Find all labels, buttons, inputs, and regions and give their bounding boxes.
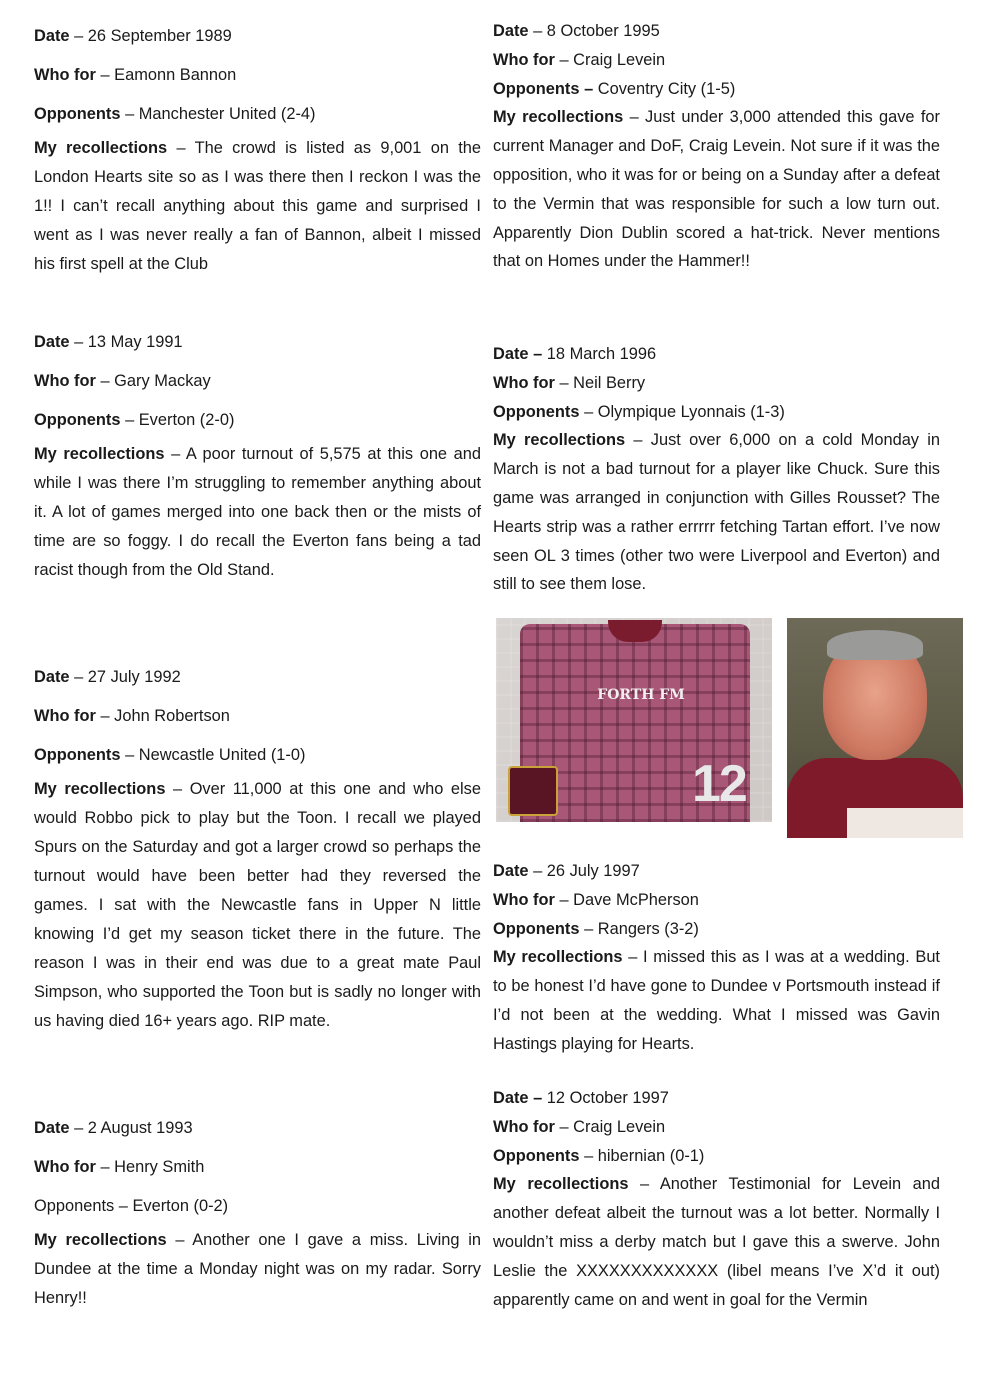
entry-who: Gary Mackay [114,372,211,390]
entry-1989: Date – 26 September 1989 Who for – Eamonn Bannon Opponents – Manchester United (2-4) My recollections – The crowd is listed as 9,001 on the London Hearts site so as I was there then I reckon I was the 1!! I can’t recall anything about this game and surprised I went as I was never really a fan of Bannon, albeit I missed his first spell at the Club [34,27,481,273]
entry-recollection: The crowd is listed as 9,001 on the London Hearts site so as I was there then I reckon I was the 1!! I can’t recall anything about this game and surprised I went as I was never really a fan of Bannon, albeit I missed his first spell at the Club [34,139,481,273]
entry-opponents: Olympique Lyonnais (1-3) [597,402,785,421]
entry-recollection: Another Testimonial for Levein and another defeat albeit the turnout was a lot better. Normally I wouldn’t miss a derby match but I gave this a swerve. John Leslie the XXXXXXXXXXXXX (libel means I’ve X’d it out) apparently came on and went in goal for the Vermin [493,1175,941,1309]
entry-date: 13 May 1991 [87,333,183,351]
entry-date: 26 July 1997 [546,862,640,880]
entry-1996: Date – 18 March 1996 Who for – Neil Berry Opponents – Olympique Lyonnais (1-3) My recollections – Just over 6,000 on a cold Monday in March is not a bad turnout for a player like Chuck. Sure this game was arranged in conjunction with Gilles Rousset? The Hearts strip was a rather errrrr fetching Tartan effort. I’ve now seen OL 3 times (other two were Liverpool and Everton) and still to see them lose. [493,345,941,594]
entry-1992: Date – 27 July 1992 Who for – John Robertson Opponents – Newcastle United (1-0) My recollections – Over 11,000 at this one and who else would Robbo pick to play but the Toon. I recall we played Spurs on the Saturday and got a larger crowd so perhaps the turnout would have been better had they reversed the games. I sat with the Newcastle fans in Upper N little knowing I’d get my season ticket there in the future. The reason I was in their end was due to a great mate Paul Simpson, who supported the Toon but is sadly no longer with us having died 16+ years ago. RIP mate. [34,668,481,1030]
shirt-number: 12 [692,755,746,813]
entry-opponents: Everton (0-2) [132,1197,229,1215]
entry-who: Dave McPherson [573,890,699,909]
entry-recollection: A poor turnout of 5,575 at this one and while I was there I’m struggling to remember anything about it. A lot of games merged into one back then or the mists of time are so foggy. I do recall the Everton fans being a tad racist though from the Old Stand. [34,445,481,579]
entry-recollection: I missed this as I was at a wedding. But to be honest I’d have gone to Dundee v Portsmouth instead if I’d not been at the wedding. What I missed was Gavin Hastings playing for Hearts. [493,948,940,1053]
entry-who: Eamonn Bannon [114,66,237,84]
entry-opponents: Everton (2-0) [138,411,235,429]
player-shirt-sponsor-band [847,808,963,838]
entry-opponents: Rangers (3-2) [597,919,699,938]
entry-opponents: hibernian (0-1) [597,1146,705,1165]
shirt-sponsor: FORTH FM [597,687,685,703]
entry-who: Henry Smith [114,1158,205,1176]
player-hair [827,630,923,660]
entry-1997-october: Date – 12 October 1997 Who for – Craig Levein Opponents – hibernian (0-1) My recollections – Another Testimonial for Levein and another defeat albeit the turnout was a lot better. Normally I wouldn’t miss a derby match but I gave this a swerve. John Leslie the XXXXXXXXXXXXX (libel means I’ve X’d it out) apparently came on and went in goal for the Vermin [493,1089,941,1309]
entry-recollection: Another one I gave a miss. Living in Dundee at the time a Monday night was on my radar. Sorry Henry!! [34,1231,481,1307]
entry-recollection: Just under 3,000 attended this gave for current Manager and DoF, Craig Levein. Not sure if it was the opposition, who it was for or being on a Sunday after a defeat to the Vermin that was responsible for such a low turn out. Apparently Dion Dublin scored a hat-trick. Never mentions that on Homes under the Hammer!! [493,108,940,271]
entry-date: 18 March 1996 [546,345,657,363]
entry-opponents: Coventry City (1-5) [597,79,736,98]
entry-1997-july: Date – 26 July 1997 Who for – Dave McPherson Opponents – Rangers (3-2) My recollections – I missed this as I was at a wedding. But to be honest I’d have gone to Dundee v Portsmouth instead if I’d not been at the wedding. What I missed was Gavin Hastings playing for Hearts. [493,862,940,1053]
entry-date: 8 October 1995 [546,22,660,40]
entry-1993: Date – 2 August 1993 Who for – Henry Smith Opponents – Everton (0-2) My recollections – Another one I gave a miss. Living in Dundee at the time a Monday night was on my radar. Sorry Henry!! [34,1119,481,1307]
entry-1991: Date – 13 May 1991 Who for – Gary Mackay Opponents – Everton (2-0) My recollections – A poor turnout of 5,575 at this one and while I was there I’m struggling to remember anything about it. A lot of games merged into one back then or the mists of time are so foggy. I do recall the Everton fans being a tad racist though from the Old Stand. [34,333,481,579]
entry-1995: Date – 8 October 1995 Who for – Craig Levein Opponents – Coventry City (1-5) My recollections – Just under 3,000 attended this gave for current Manager and DoF, Craig Levein. Not sure if it was the opposition, who it was for or being on a Sunday after a defeat to the Vermin that was responsible for such a low turn out. Apparently Dion Dublin scored a hat-trick. Never mentions that on Homes under the Hammer!! [493,22,940,271]
entry-recollection: Over 11,000 at this one and who else would Robbo pick to play but the Toon. I recall we played Spurs on the Saturday and got a larger crowd so perhaps the turnout would have been better had they reversed the games. I sat with the Newcastle fans in Upper N little knowing I’d get my season ticket there in the future. The reason I was in their end was due to a great mate Paul Simpson, who supported the Toon but is sadly no longer with us having died 16+ years ago. RIP mate. [34,780,481,1030]
entry-opponents: Manchester United (2-4) [138,105,316,123]
entry-date: 12 October 1997 [546,1089,669,1107]
hearts-crest-icon [508,766,558,816]
entry-opponents: Newcastle United (1-0) [138,746,306,764]
entry-recollection: Just over 6,000 on a cold Monday in March is not a bad turnout for a player like Chuck. Sure this game was arranged in conjunction with Gilles Rousset? The Hearts strip was a rather errrrr fetching Tartan effort. I’ve now seen OL 3 times (other two were Liverpool and Everton) and still to see them lose. [493,431,941,594]
tartan-shirt-photo [496,618,772,822]
entry-date: 2 August 1993 [87,1119,193,1137]
entry-date: 27 July 1992 [87,668,181,686]
entry-who: Craig Levein [573,50,666,69]
entry-date: 26 September 1989 [87,27,232,45]
entry-who: Neil Berry [573,373,646,392]
player-photo [787,618,963,838]
entry-who: John Robertson [114,707,230,725]
entry-who: Craig Levein [573,1117,666,1136]
